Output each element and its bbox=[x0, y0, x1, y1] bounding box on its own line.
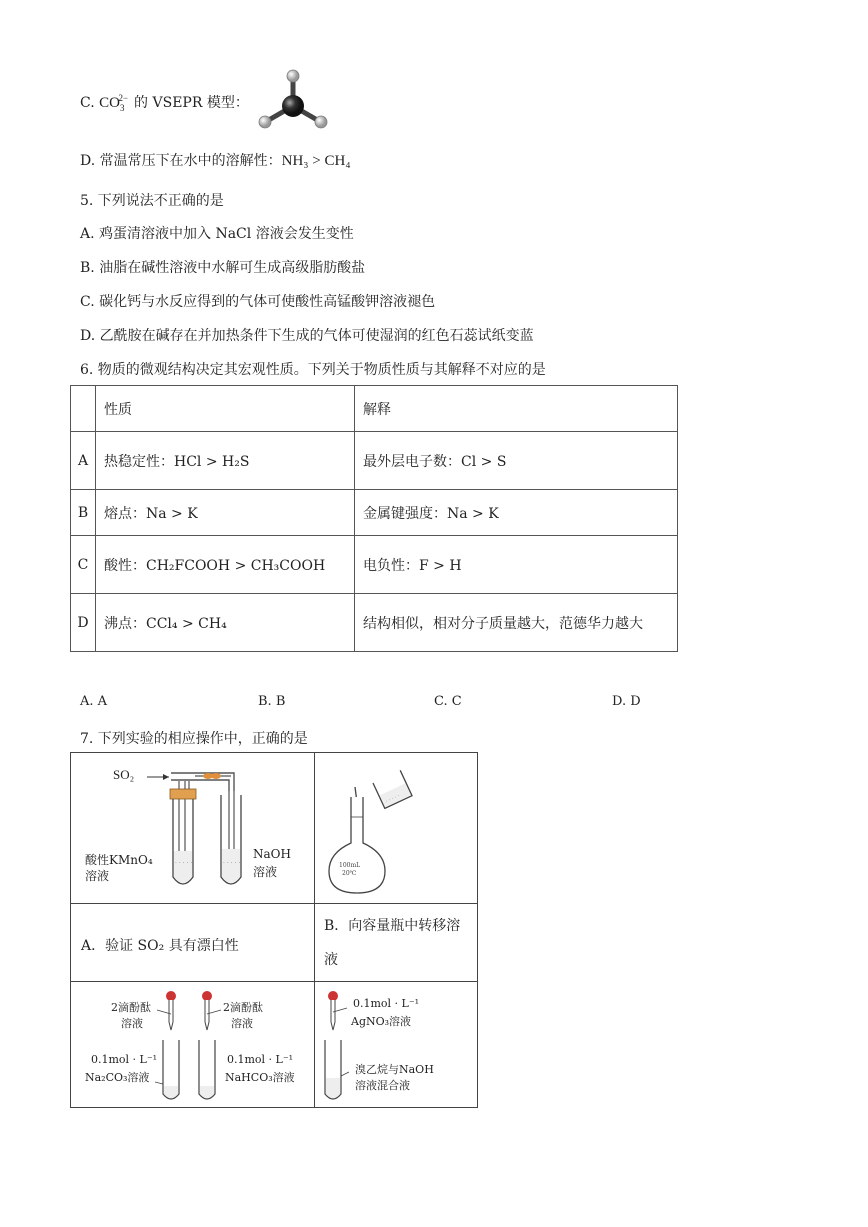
table-row bbox=[71, 490, 678, 536]
nahco3-label: NaHCO₃溶液 bbox=[225, 1071, 295, 1084]
q4-c-prefix: C. bbox=[80, 95, 95, 111]
experiment-grid bbox=[70, 752, 478, 1108]
row-letter: C bbox=[71, 536, 96, 594]
q6-answer-b: B. B bbox=[258, 694, 286, 709]
q6-answer-c: C. C bbox=[434, 694, 462, 709]
q5-option-d: D. 乙酰胺在碱存在并加热条件下生成的气体可使湿润的红色石蕊试纸变蓝 bbox=[80, 328, 534, 344]
table-row bbox=[71, 594, 678, 652]
phenolphthalein-label-1: 2滴酚酞 bbox=[111, 1001, 151, 1014]
phenolphthalein-label-2: 2滴酚酞 bbox=[223, 1001, 263, 1014]
caption-b-line1: B．向容量瓶中转移溶 bbox=[324, 918, 461, 934]
naoh-label-2: 溶液 bbox=[253, 865, 278, 879]
phenolphthalein-label-1b: 溶液 bbox=[121, 1017, 143, 1030]
row-letter: D bbox=[71, 594, 96, 652]
q5-option-b: B. 油脂在碱性溶液中水解可生成高级脂肪酸盐 bbox=[80, 260, 366, 276]
q6-stem: 6. 物质的微观结构决定其宏观性质。下列关于物质性质与其解释不对应的是 bbox=[80, 362, 546, 378]
kmno4-label: 酸性KMnO₄ bbox=[85, 853, 153, 867]
na2co3-label: Na₂CO₃溶液 bbox=[85, 1071, 150, 1084]
grid-divider-1 bbox=[71, 903, 477, 904]
volumetric-flask-apparatus bbox=[315, 753, 479, 903]
row-property: 沸点：CCl₄ > CH₄ bbox=[96, 594, 355, 652]
q4-option-d bbox=[80, 150, 351, 170]
kmno4-label-2: 溶液 bbox=[85, 869, 110, 883]
header-empty-cell bbox=[71, 386, 96, 432]
agno3-conc-label: 0.1mol · L⁻¹ bbox=[353, 997, 420, 1010]
header-property: 性质 bbox=[96, 386, 355, 432]
so2-label: SO₂ bbox=[113, 767, 135, 782]
bromoethane-label: 溴乙烷与NaOH bbox=[355, 1063, 434, 1076]
property-table bbox=[70, 385, 678, 652]
table-row bbox=[71, 536, 678, 594]
table-header-row bbox=[71, 386, 678, 432]
q4-option-c bbox=[80, 92, 249, 113]
row-explanation: 电负性：F > H bbox=[355, 536, 678, 594]
q5-option-a: A. 鸡蛋清溶液中加入 NaCl 溶液会发生变性 bbox=[80, 226, 354, 242]
row-property: 热稳定性：HCl > H₂S bbox=[96, 432, 355, 490]
q7-stem: 7. 下列实验的相应操作中，正确的是 bbox=[80, 731, 308, 747]
svg-text:· · · · ·: · · · · · bbox=[223, 860, 241, 867]
q6-answer-a: A. A bbox=[80, 694, 108, 709]
flask-volume-label: 100mL bbox=[339, 862, 361, 869]
row-letter: B bbox=[71, 490, 96, 536]
naoh-label: NaOH bbox=[253, 847, 291, 861]
q4-d-formula: NH₃ > CH₄ bbox=[281, 153, 351, 169]
row-property: 熔点：Na > K bbox=[96, 490, 355, 536]
agno3-label: AgNO₃溶液 bbox=[351, 1015, 412, 1028]
bromoethane-label-2: 溶液混合液 bbox=[355, 1079, 410, 1092]
vsepr-trigonal-planar-model bbox=[255, 66, 331, 132]
caption-a: A．验证 SO₂ 具有漂白性 bbox=[81, 938, 239, 954]
phenolphthalein-test-apparatus bbox=[71, 982, 314, 1109]
row-explanation: 结构相似，相对分子质量越大，范德华力越大 bbox=[355, 594, 678, 652]
header-explanation: 解释 bbox=[355, 386, 678, 432]
row-property: 酸性：CH₂FCOOH > CH₃COOH bbox=[96, 536, 355, 594]
flask-temp-label: 20℃ bbox=[342, 870, 357, 877]
nahco3-conc-label: 0.1mol · L⁻¹ bbox=[227, 1053, 294, 1066]
table-row bbox=[71, 432, 678, 490]
na2co3-conc-label: 0.1mol · L⁻¹ bbox=[91, 1053, 158, 1066]
caption-b-line2: 液 bbox=[324, 952, 338, 968]
q4-c-text: 的 VSEPR 模型： bbox=[134, 95, 249, 111]
row-explanation: 金属键强度：Na > K bbox=[355, 490, 678, 536]
svg-text:· · · · ·: · · · · · bbox=[385, 793, 401, 805]
carbonate-formula: $CO_3^{2-}$ bbox=[99, 93, 129, 113]
row-letter: A bbox=[71, 432, 96, 490]
q5-option-c: C. 碳化钙与水反应得到的气体可使酸性高锰酸钾溶液褪色 bbox=[80, 294, 436, 310]
svg-text:· · · · ·: · · · · · bbox=[175, 860, 193, 867]
row-explanation: 最外层电子数：Cl > S bbox=[355, 432, 678, 490]
q5-stem: 5. 下列说法不正确的是 bbox=[80, 193, 224, 209]
q4-d-text: D. 常温常压下在水中的溶解性： bbox=[80, 153, 282, 169]
phenolphthalein-label-2b: 溶液 bbox=[231, 1017, 253, 1030]
q6-answer-d: D. D bbox=[612, 694, 641, 709]
